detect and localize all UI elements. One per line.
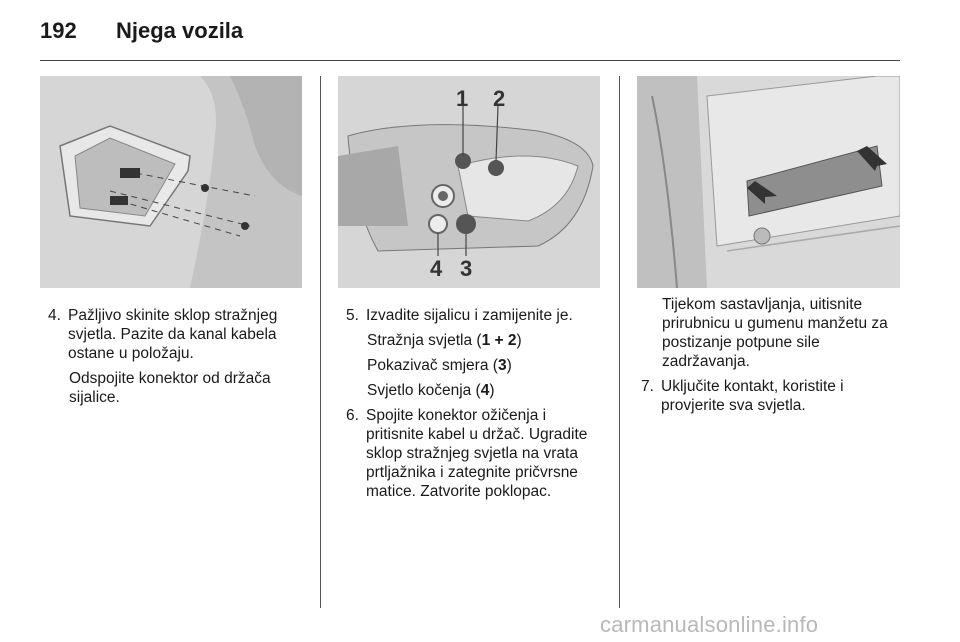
- column-1-text: [48, 306, 310, 407]
- header-rule: [40, 60, 900, 61]
- column-divider-2: [619, 76, 620, 608]
- callout-1: 1: [456, 86, 469, 111]
- watermark: carmanualsonline.info: [600, 612, 819, 637]
- step-number: 4.: [48, 307, 61, 324]
- figure-tail-light-removal: [40, 76, 302, 288]
- page-number: 192: [40, 18, 77, 43]
- figure-flange-seating: [637, 76, 900, 288]
- step-text: Pažljivo skinite sklop stražnjeg svjetla. Pazite da kanal kabela ostane u položaju.: [68, 307, 278, 362]
- assembly-note: Tijekom sastavljanja, uitisnite prirubnicu u gumenu manžetu za postizanje potpune sile zadržavanja.: [662, 296, 888, 370]
- step-4: [48, 306, 310, 363]
- step-5: [346, 306, 608, 325]
- brake-light-line: Svjetlo kočenja (4): [367, 382, 495, 399]
- callout-3: 3: [460, 256, 473, 281]
- step-number: 7.: [641, 378, 654, 395]
- step-7: [641, 377, 903, 415]
- rear-lights-line: Stražnja svjetla (1 + 2): [367, 332, 522, 349]
- step-6: [346, 406, 608, 501]
- figure-bulb-holders: [338, 76, 600, 288]
- column-2-text: [346, 306, 608, 501]
- step-number: 5.: [346, 307, 359, 324]
- column-3-text: [641, 295, 903, 415]
- page-title: Njega vozila: [116, 18, 244, 43]
- step-text: Uključite kontakt, koristite i provjerite sva svjetla.: [661, 378, 844, 414]
- page-header: [40, 18, 243, 48]
- callout-2: 2: [493, 86, 506, 111]
- step-text: Spojite konektor ožičenja i pritisnite kabel u držač. Ugradite sklop stražnjeg svjetla na vrata prtljažnika i zategnite pričvrsne matice. Zatvorite poklopac.: [366, 407, 588, 500]
- step-text: Izvadite sijalicu i zamijenite je.: [366, 307, 573, 324]
- indicator-line: Pokazivač smjera (3): [367, 357, 512, 374]
- step-number: 6.: [346, 407, 359, 424]
- column-divider-1: [320, 76, 321, 608]
- step-4-subnote: Odspojite konektor od držača sijalice.: [69, 370, 271, 406]
- callout-4: 4: [430, 256, 443, 281]
